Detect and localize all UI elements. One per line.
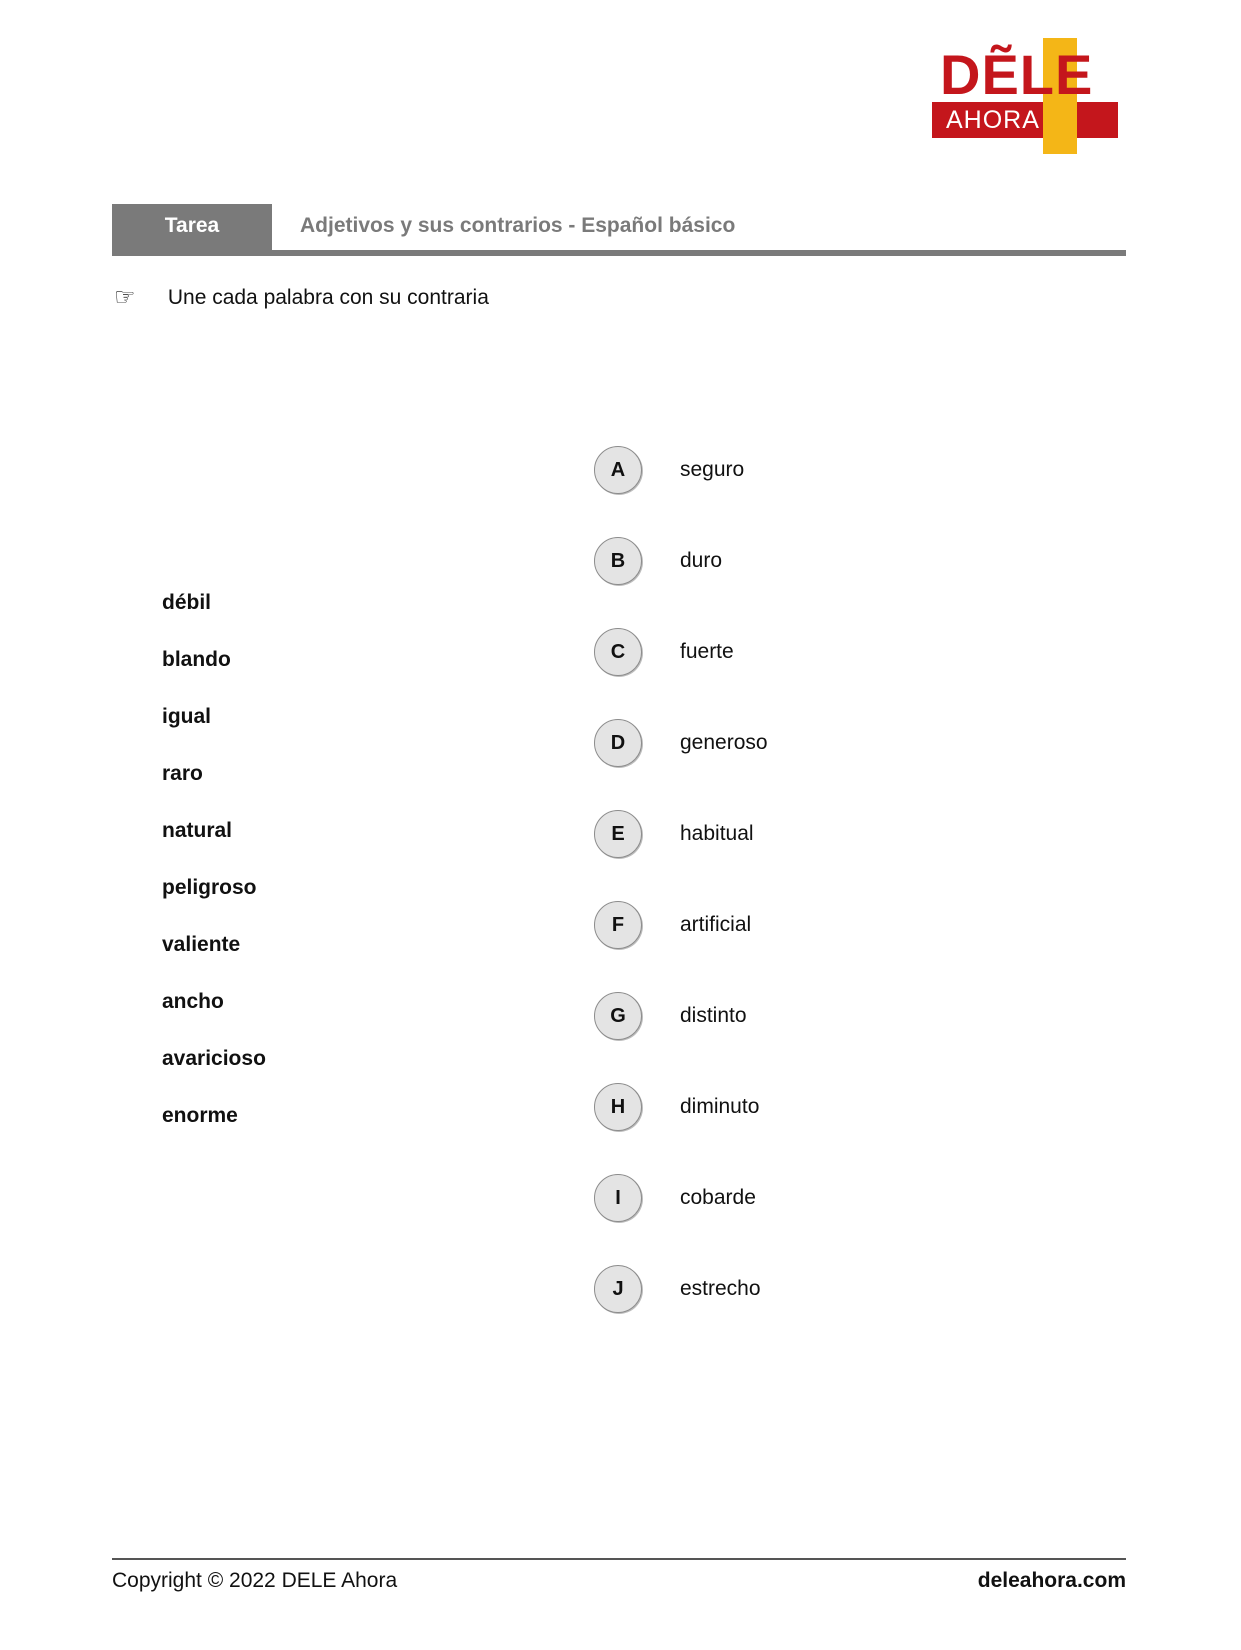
option-text: estrecho [680,1277,761,1300]
option-letter-badge: H [594,1083,642,1131]
word-item: ancho [162,990,224,1013]
option-text: duro [680,549,723,572]
task-label: Tarea [112,204,272,250]
pointing-hand-icon: ☞ [114,284,136,312]
option-text: fuerte [680,640,734,663]
option-letter-badge: F [594,901,642,949]
word-item: peligroso [162,876,257,899]
word-item: valiente [162,933,241,956]
option-text: generoso [680,731,768,754]
logo-subtitle: AHORA [946,106,1040,134]
footer-site-link[interactable]: deleahora.com [977,1569,1126,1592]
word-item: raro [162,762,203,785]
instruction-text: Une cada palabra con su contraria [167,286,489,310]
option-text: diminuto [680,1095,760,1118]
task-title: Adjetivos y sus contrarios - Español básico [300,214,736,237]
word-item: enorme [162,1104,238,1127]
option-letter-badge: J [594,1265,642,1313]
option-letter-badge: E [594,810,642,858]
option-text: habitual [680,822,754,845]
word-item: débil [162,591,212,614]
footer-divider [112,1558,1126,1560]
option-letter-badge: I [594,1174,642,1222]
option-letter-badge: G [594,992,642,1040]
logo-word: DẼLE [940,43,1094,106]
word-list [162,588,266,1158]
option-text: cobarde [680,1186,756,1209]
option-text: seguro [680,458,745,481]
word-item: blando [162,648,231,671]
option-letter-badge: B [594,537,642,585]
option-letter-badge: C [594,628,642,676]
dele-ahora-logo [932,36,1122,156]
option-letter-badge: A [594,446,642,494]
instruction [114,284,489,312]
option-text: artificial [680,913,752,936]
task-header [112,204,1126,256]
footer-copyright: Copyright © 2022 DELE Ahora [112,1569,398,1592]
word-item: igual [162,705,212,728]
option-letter-badge: D [594,719,642,767]
option-text: distinto [680,1004,747,1027]
word-item: natural [162,819,233,842]
word-item: avaricioso [162,1047,266,1070]
